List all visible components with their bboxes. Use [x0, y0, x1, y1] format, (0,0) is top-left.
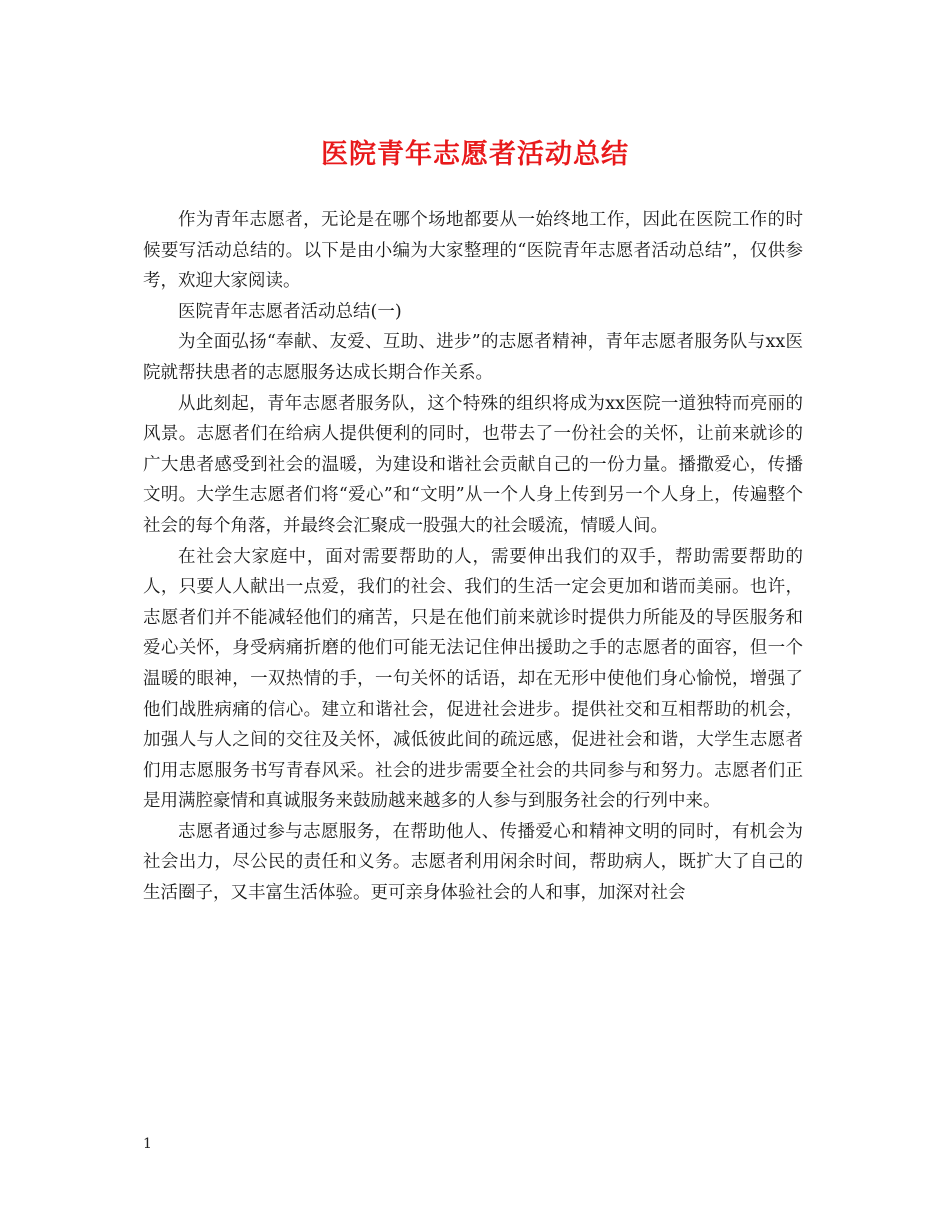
document-title: 医院青年志愿者活动总结 — [321, 139, 629, 170]
document-body — [143, 205, 803, 909]
paragraph-1: 为全面弘扬“奉献、友爱、互助、进步”的志愿者精神，青年志愿者服务队与xx医院就帮扶患者的志愿服务达成长期合作关系。 — [143, 332, 803, 383]
section-heading: 医院青年志愿者活动总结(一) — [178, 301, 402, 322]
paragraph-4: 志愿者通过参与志愿服务，在帮助他人、传播爱心和精神文明的同时，有机会为社会出力，尽公民的责任和义务。志愿者利用闲余时间，帮助病人，既扩大了自己的生活圈子，又丰富生活体验。更可亲身体验社会的人和事，加深对社会 — [143, 821, 803, 904]
paragraph-3: 在社会大家庭中，面对需要帮助的人，需要伸出我们的双手，帮助需要帮助的人，只要人人献出一点爱，我们的社会、我们的生活一定会更加和谐而美丽。也许，志愿者们并不能减轻他们的痛苦，只是在他们前来就诊时提供力所能及的导医服务和爱心关怀，身受病痛折磨的他们可能无法记住伸出援助之手的志愿者的面容，但一个温暖的眼神，一双热情的手，一句关怀的话语，却在无形中使他们身心愉悦，增强了他们战胜病痛的信心。建立和谐社会，促进社会进步。提供社交和互相帮助的机会，加强人与人之间的交往及关怀，减低彼此间的疏远感，促进社会和谐，大学生志愿者们用志愿服务书写青春风采。社会的进步需要全社会的共同参与和努力。志愿者们正是用满腔豪情和真诚服务来鼓励越来越多的人参与到服务社会的行列中来。 — [143, 546, 803, 812]
page-number: 1 — [143, 1136, 152, 1152]
paragraph-2: 从此刻起，青年志愿者服务队，这个特殊的组织将成为xx医院一道独特而亮丽的风景。志愿者们在给病人提供便利的同时，也带去了一份社会的关怀，让前来就诊的广大患者感受到社会的温暖，为建设和谐社会贡献自己的一份力量。播撒爱心，传播文明。大学生志愿者们将“爱心”和“文明”从一个人身上传到另一个人身上，传遍整个社会的每个角落，并最终会汇聚成一股强大的社会暖流，情暖人间。 — [143, 393, 803, 536]
paragraph-intro: 作为青年志愿者，无论是在哪个场地都要从一始终地工作，因此在医院工作的时候要写活动总结的。以下是由小编为大家整理的“医院青年志愿者活动总结”，仅供参考，欢迎大家阅读。 — [143, 210, 803, 292]
